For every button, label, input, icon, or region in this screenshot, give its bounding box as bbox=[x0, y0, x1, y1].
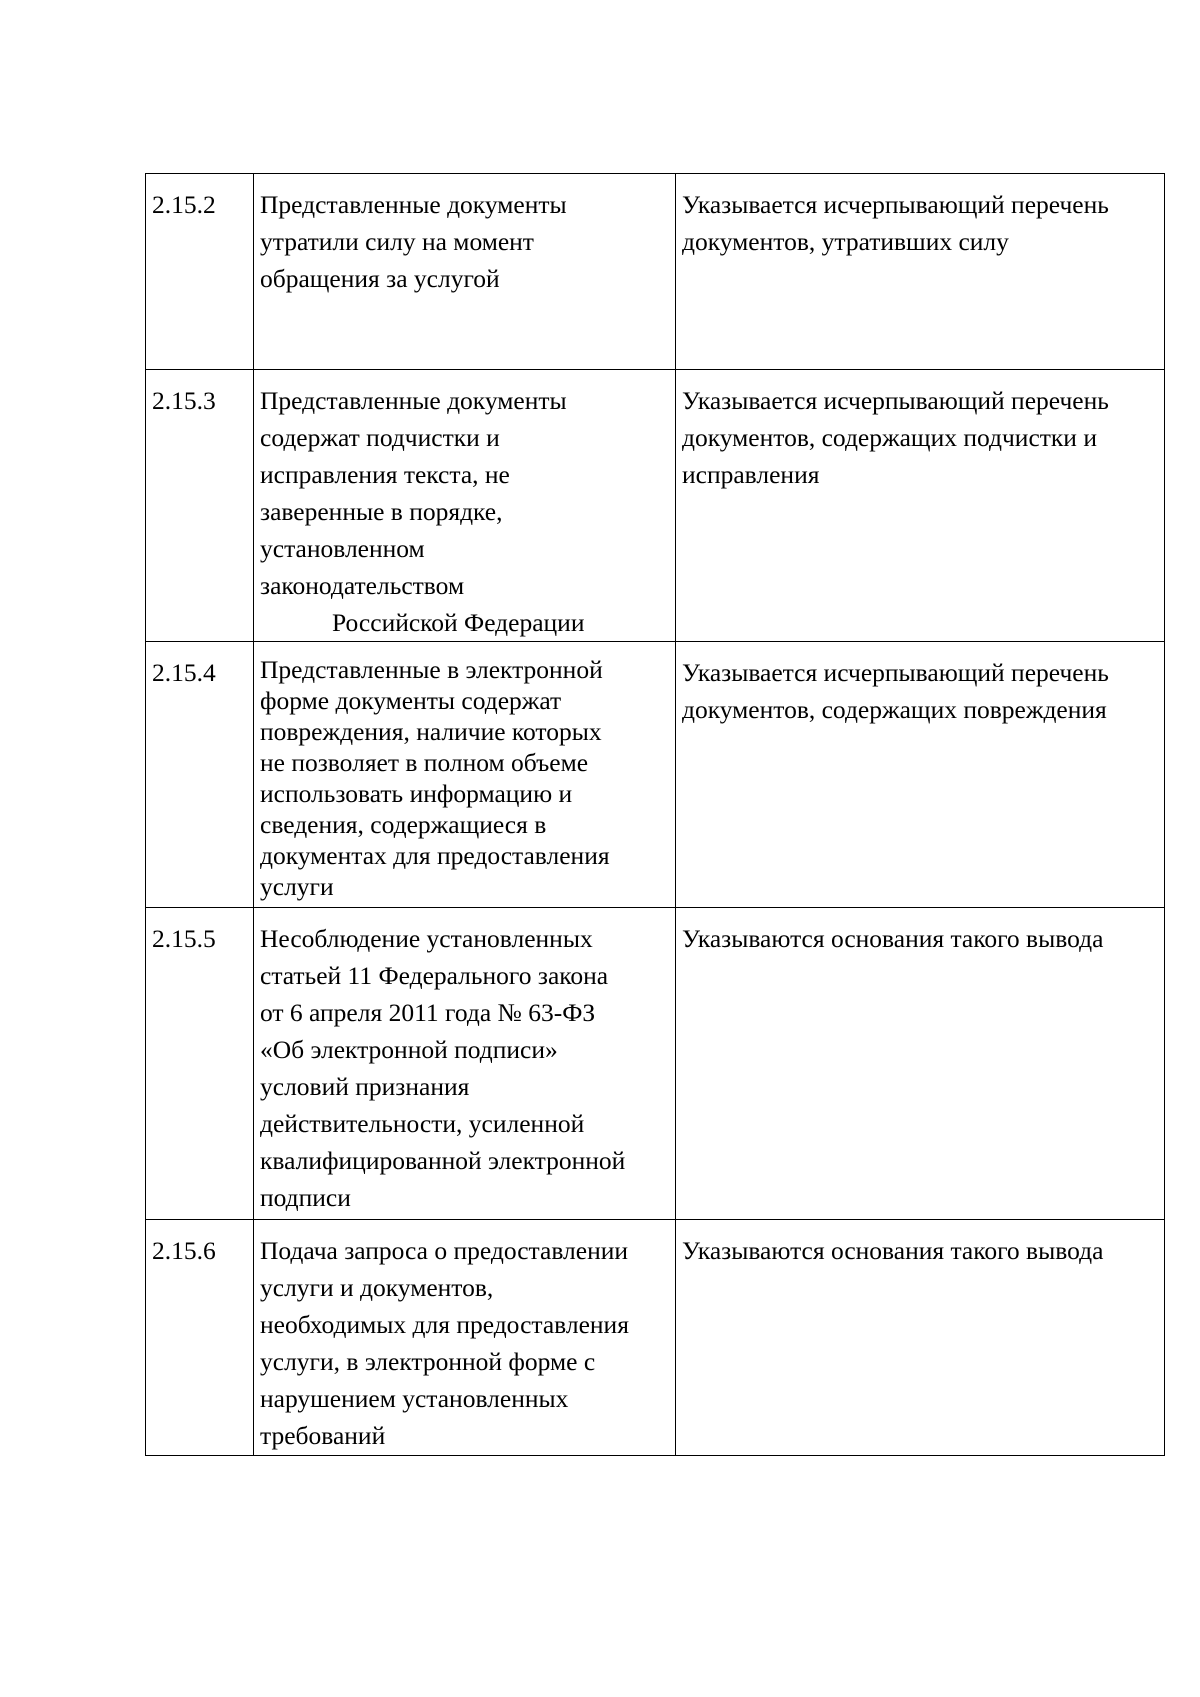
description-line: утратили силу на момент bbox=[260, 227, 534, 256]
note-line: документов, утративших силу bbox=[682, 227, 1009, 256]
description-line: Представленные документы bbox=[260, 386, 567, 415]
row-number: 2.15.2 bbox=[146, 174, 254, 370]
description-line: нарушением установленных bbox=[260, 1384, 569, 1413]
row-note bbox=[676, 1220, 1165, 1456]
description-line: требований bbox=[260, 1421, 386, 1450]
table-row bbox=[146, 908, 1165, 1220]
row-description bbox=[254, 908, 676, 1220]
row-description bbox=[254, 1220, 676, 1456]
description-line: услуги bbox=[260, 872, 334, 901]
description-line: законодательством bbox=[260, 571, 465, 600]
note-line: Указываются основания такого вывода bbox=[682, 924, 1104, 953]
note-line: Указываются основания такого вывода bbox=[682, 1236, 1104, 1265]
row-note bbox=[676, 174, 1165, 370]
description-line: условий признания bbox=[260, 1072, 470, 1101]
description-line: Представленные документы bbox=[260, 190, 567, 219]
row-number: 2.15.6 bbox=[146, 1220, 254, 1456]
description-line: подписи bbox=[260, 1183, 351, 1212]
description-line: квалифицированной электронной bbox=[260, 1146, 626, 1175]
description-line: использовать информацию и bbox=[260, 779, 573, 808]
description-line: не позволяет в полном объеме bbox=[260, 748, 589, 777]
description-line: обращения за услугой bbox=[260, 264, 500, 293]
row-number: 2.15.4 bbox=[146, 642, 254, 908]
row-note bbox=[676, 908, 1165, 1220]
row-description bbox=[254, 370, 676, 642]
description-line: от 6 апреля 2011 года № 63-ФЗ bbox=[260, 998, 596, 1027]
note-line: Указывается исчерпывающий перечень bbox=[682, 658, 1109, 687]
row-note bbox=[676, 370, 1165, 642]
note-line: Указывается исчерпывающий перечень bbox=[682, 190, 1109, 219]
description-line: сведения, содержащиеся в bbox=[260, 810, 547, 839]
description-line: Представленные в электронной bbox=[260, 655, 603, 684]
description-line: установленном bbox=[260, 534, 425, 563]
description-line: Несоблюдение установленных bbox=[260, 924, 593, 953]
description-line: Российской Федерации bbox=[332, 608, 585, 637]
description-line: действительности, усиленной bbox=[260, 1109, 585, 1138]
row-number: 2.15.3 bbox=[146, 370, 254, 642]
row-description bbox=[254, 642, 676, 908]
table-row bbox=[146, 174, 1165, 370]
row-description bbox=[254, 174, 676, 370]
description-line: статьей 11 Федерального закона bbox=[260, 961, 609, 990]
description-line: повреждения, наличие которых bbox=[260, 717, 602, 746]
description-line: исправления текста, не bbox=[260, 460, 510, 489]
note-line: документов, содержащих повреждения bbox=[682, 695, 1107, 724]
note-line: Указывается исчерпывающий перечень bbox=[682, 386, 1109, 415]
description-line: содержат подчистки и bbox=[260, 423, 500, 452]
description-line: услуги, в электронной форме с bbox=[260, 1347, 596, 1376]
row-note bbox=[676, 642, 1165, 908]
description-line: «Об электронной подписи» bbox=[260, 1035, 558, 1064]
description-line: услуги и документов, bbox=[260, 1273, 494, 1302]
description-line: форме документы содержат bbox=[260, 686, 562, 715]
table-row bbox=[146, 642, 1165, 908]
description-line: заверенные в порядке, bbox=[260, 497, 503, 526]
table-row bbox=[146, 370, 1165, 642]
description-line: документах для предоставления bbox=[260, 841, 610, 870]
refusal-grounds-table bbox=[145, 173, 1165, 1456]
description-line: Подача запроса о предоставлении bbox=[260, 1236, 629, 1265]
description-line: необходимых для предоставления bbox=[260, 1310, 629, 1339]
note-line: документов, содержащих подчистки и bbox=[682, 423, 1097, 452]
table-row bbox=[146, 1220, 1165, 1456]
note-line: исправления bbox=[682, 460, 820, 489]
row-number: 2.15.5 bbox=[146, 908, 254, 1220]
